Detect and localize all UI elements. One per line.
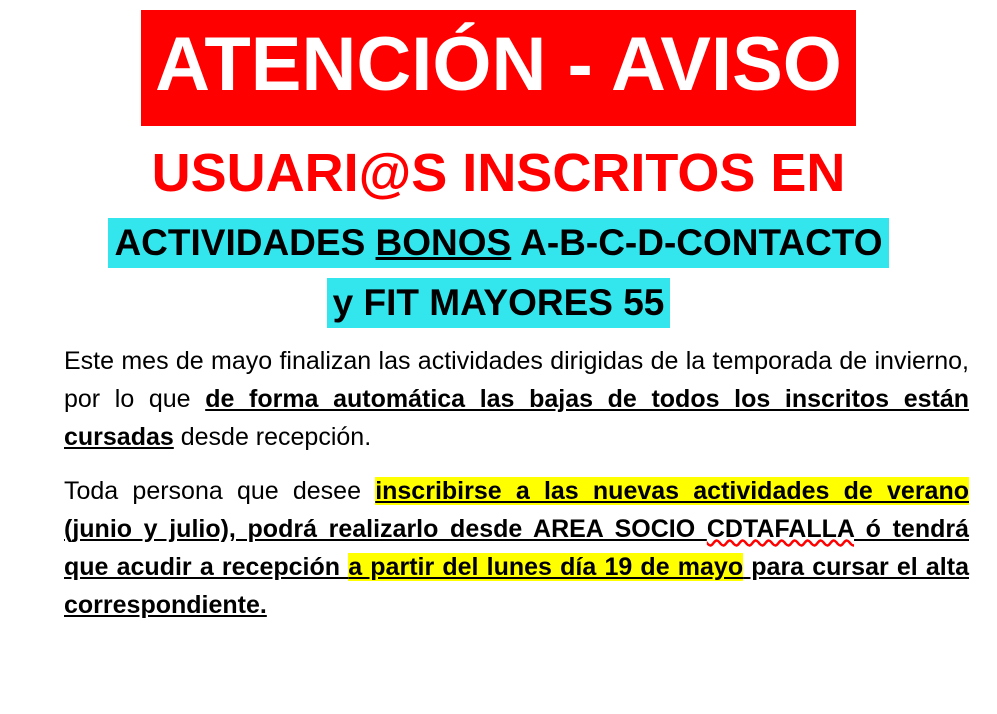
activities-band [108, 218, 888, 268]
notice-subtitle: USUARI@S INSCRITOS EN [151, 143, 846, 204]
band-row-activities [0, 218, 997, 268]
paragraph-two-highlight-two: a partir del lunes día 19 de mayo [348, 553, 744, 582]
paragraph-two-part1: Toda persona que desee [64, 477, 376, 506]
activities-band-bonos: BONOS [375, 222, 512, 264]
activities-band-post: A-B-C-D-CONTACTO [511, 222, 883, 264]
paragraph-two-spellcheck-word: CDTAFALLA [706, 515, 855, 544]
paragraph-two [64, 472, 969, 624]
paragraph-two-highlight-one: inscribirse a las nuevas actividades de verano [375, 477, 969, 506]
paragraph-one [64, 342, 969, 456]
paragraph-two-part5: ó tendrá que acudir a recepción [64, 515, 969, 582]
band-row-fit [0, 278, 997, 328]
paragraph-one-part3: desde recepción. [173, 423, 372, 452]
notice-title-banner: ATENCIÓN - AVISO [141, 10, 856, 126]
notice-body [64, 342, 969, 624]
fit-band: y FIT MAYORES 55 [327, 278, 671, 328]
paragraph-two-part3: (junio y julio), podrá realizarlo desde AREA SOCIO [64, 515, 707, 544]
subtitle-row [0, 142, 997, 204]
paragraph-one-part1: Este mes de mayo finalizan las actividades dirigidas de la temporada de invierno, por lo que [64, 347, 969, 414]
paragraph-two-part7: para cursar el alta correspondiente. [64, 553, 969, 620]
notice-page [0, 10, 997, 714]
activities-band-pre: ACTIVIDADES [114, 222, 376, 264]
title-row [0, 10, 997, 126]
paragraph-one-emphasis: de forma automática las bajas de todos los inscritos están cursadas [64, 385, 970, 452]
